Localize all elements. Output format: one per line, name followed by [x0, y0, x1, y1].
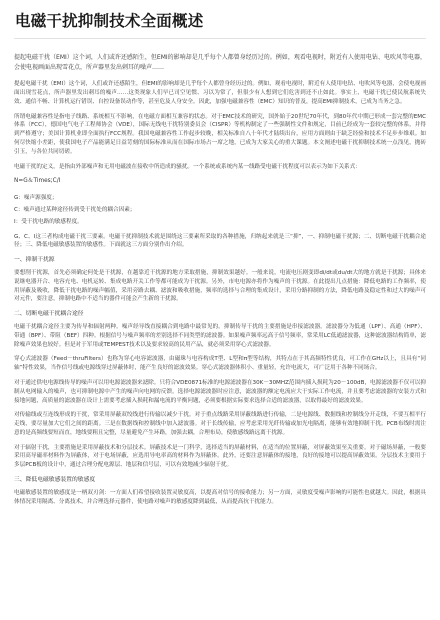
formula-term-i: I：受干扰电路的敏感程度。 [14, 218, 83, 225]
formula: N=G＆Times;C/I [14, 178, 61, 185]
paragraph-section-2a: 电磁干扰耦合途径主要为传导和辐射两种。噪声经导线直接耦合到电路中最常见的。抑制传导干扰的主要措施是串接滤波器。滤波器分为低通（LPF）、高通（HPF）、带通（BPF）、带阻（BEF）四种。根据信号与噪声频率的差别选择不同类型的滤波器。如果噪声频率远高于信号频率，常采用LC低通滤波器，这种滤波器结构简单，滤除噪声效果也较好。但是对于军用或TEMPEST技术以及要求较高的民用产品，就必须采用穿心式滤波器。 [14, 323, 426, 348]
formula-term-c: C：噪声通过某种途径传到受干扰处的耦合因素； [14, 206, 136, 213]
section-heading-1: 一、抑制干扰源 [14, 257, 55, 264]
paragraph-section-3: 电磁敏感装置的敏感度是一柄双刃剑：一方面人们希望接收装置灵敏度高，以提高对信号的接收能力；另一方面，灵敏度受噪声影响的可能性也就越大。因此，根据具体情况采用隔离、分离技术，并合理选择元器件，使电路对噪声的敏感度降到最低，从而提高抗干扰能力。 [14, 489, 426, 505]
section-heading-3: 三、降低电磁敏感装置的敏感度 [14, 477, 96, 484]
paragraph-elements: G、C、I这三者构成电磁干扰三要素。电磁干扰抑制技术就是围绕这三要素所采取的各种措施，归纳起来就是三“抑”，一、抑制电磁干扰源；二、切断电磁干扰耦合途径；三、降低电磁敏感装置的敏感性。下面就这三方面分别作出介绍。 [14, 233, 426, 249]
paragraph-section-2e: 对于辐射干扰，主要措施是采用屏蔽技术和分层技术。屏蔽技术是一门科学，选择适当的屏蔽材料，在适当的位置屏蔽，对屏蔽效果至关重要。对于磁场屏蔽，一般要采用高导磁率材料作为屏蔽体，对于电场屏蔽，应选用导电率高的材料作为屏蔽体。此外，还要注意屏蔽体的接地，良好的接地可以提高屏蔽效果。分层技术主要用于多层PCB板的设计中，通过合理分配电源层、地层和信号层，可以有效地减少辐射干扰。 [14, 444, 426, 469]
formula-term-g: G：噪声源强度； [14, 195, 58, 202]
page-title: 电磁干扰抑制技术全面概述 [15, 12, 204, 30]
title-divider [14, 38, 426, 39]
paragraph-section-2b: 穿心式滤波器（Feed－thruFilters）也称为穿心电容滤波器，由磁珠与电容构成T型、L型和π型等结构，其特点在于其高频特性优良，可工作在GHz以上，且具有“同轴”特性效果，当作信号线或电源线穿过屏蔽体时，能产生良好的滤波效果。穿心式滤波器体积小、重量轻，允许电流大，可广泛用于各种不同场合。 [14, 356, 426, 372]
paragraph-section-1: 要想削干扰源，首先必须确定何处是干扰源，在越靠近干扰源的地方采取措施，抑制效果越好。一般来说，电流电压剧变即di/dt或du/dt大的地方就是干扰源；具体来说继电器开合、电容充电、电机运转、集成电路开关工作等都可能成为干扰源。另外，市电电源亦将作为噪声的干扰源。在此提出几点措施：降低电路的工作频率，使用屏蔽及吸收，降低干扰电路的噪声幅值，采用旁路去耦、滤波和吸收措施，频率的选择与合理的集成设计，采用分路抑制的方法，降低电路及稳定性和过大的噪声可对元件，要注意，抑制电路中不适当的器件可能会产生新的干扰源。 [14, 269, 426, 303]
paragraph-2: 提起电磁干扰（EMI）这个词，人们或许还感陌生，但EMI的影响却是几乎每个人都曾身经历过的。例如，观看电视时，附近有人使用电钻、电吹风等电器，会使电视画面出现雪花点，所声器里发出刺耳的噪声……这类现象人们早已司空见惯、习以为常了，但很少有人想到它们危害到还不止如此。事实上，电磁干扰已使民航系统失效、通信不畅、计算机运行错误、自控设备误动作等，甚至危及人身安全。因此，加强电磁兼容性（EMC）知识的普及，提高EMI抑制技术，已成为当务之急。 [14, 81, 426, 105]
intro-paragraph: 提起电磁干扰（EMI）这个词，人们或许还感陌生，但EMI的影响却是几乎每个人都曾身经历过的。例如，观看电视时，附近有人使用电钻、电吹风等电器，会使电视画面出现雪花点，所声器里发出刺耳的噪声…… [14, 54, 426, 71]
paragraph-4: 电磁干扰的定义，是指由外部噪声和无用电磁波在接收中所造成的骚扰。一个系统或系统内某一线路受电磁干扰程度可以表示为如下关系式： [14, 163, 361, 170]
paragraph-3: 所谓电磁兼容性是指电子线路、系统相互不影响，在电磁方面相互兼容的状态。对于EMC技术的研究，国外始于20世纪70年代，到80年代中期已形成一套完整的EMC体系（FCC），德国电气电子工程师协会（VDE），国际无线电干扰特别委员会（CISPR）等机构制定了一些强制性文件和规定，目前已经成为一套较完整的体系，并得到严格遵守；美国计算机业即全面执行FCC规程。我国电磁兼容性工作起步较晚，相关标准自八十年代才陆续出台，应用方面则由于缺乏经验和技术不足步步维艰。如何尽快缩小差距，使我国电子产品能满足日益苛刻的国际标准从而在国际市场占一席之地，已成为大家关心的重大课题。本文阐述电磁干扰抑制技术统一点浅见，抛砖引玉，与各位共同切磋。 [14, 113, 426, 155]
paragraph-section-2c: 对于通过供电电源线传导的噪声可以用电源滤波器来滤除。只符合VDE0871标准的电源滤波器在30K－30MHZ范围内插入损耗为20－100dB，电源滤波器不仅可以抑制从电网输入的噪声，也可抑制电源中产生的噪声向电网的反馈。选择电源滤波器时应注意，滤波器的额定电流应大于实际工作电流，并且要考虑滤波器的安装方式和接地问题，高质量的滤波器在设计上需要考虑插入损耗和漏电流的平衡问题，必须要根据实际要求选择合适的滤波器，以取得最好的滤波效果。 [14, 379, 426, 404]
section-heading-2: 二、切断电磁干扰耦合途径 [14, 311, 84, 318]
paragraph-section-2d: 对传输线或互连线形成的干扰，常采用屏蔽双绞线进行传输以减少干扰。对于重点线路采用屏蔽线路进行传输，二是电源线、数据线和控制线分开走线，不要互相平行走线，要尽量加大它们之间的距离。三是在数据线和控制线中加入滤波器。对于长线传输，应考虑采用光纤传输或加光电隔离，能够有效地抑制干扰。PCB布线时需注意的是高频线要短而直，地线要粗且完整，尽量避免产生环路，加强去耦，合理布局，使敏感线路远离干扰源。 [14, 412, 426, 436]
